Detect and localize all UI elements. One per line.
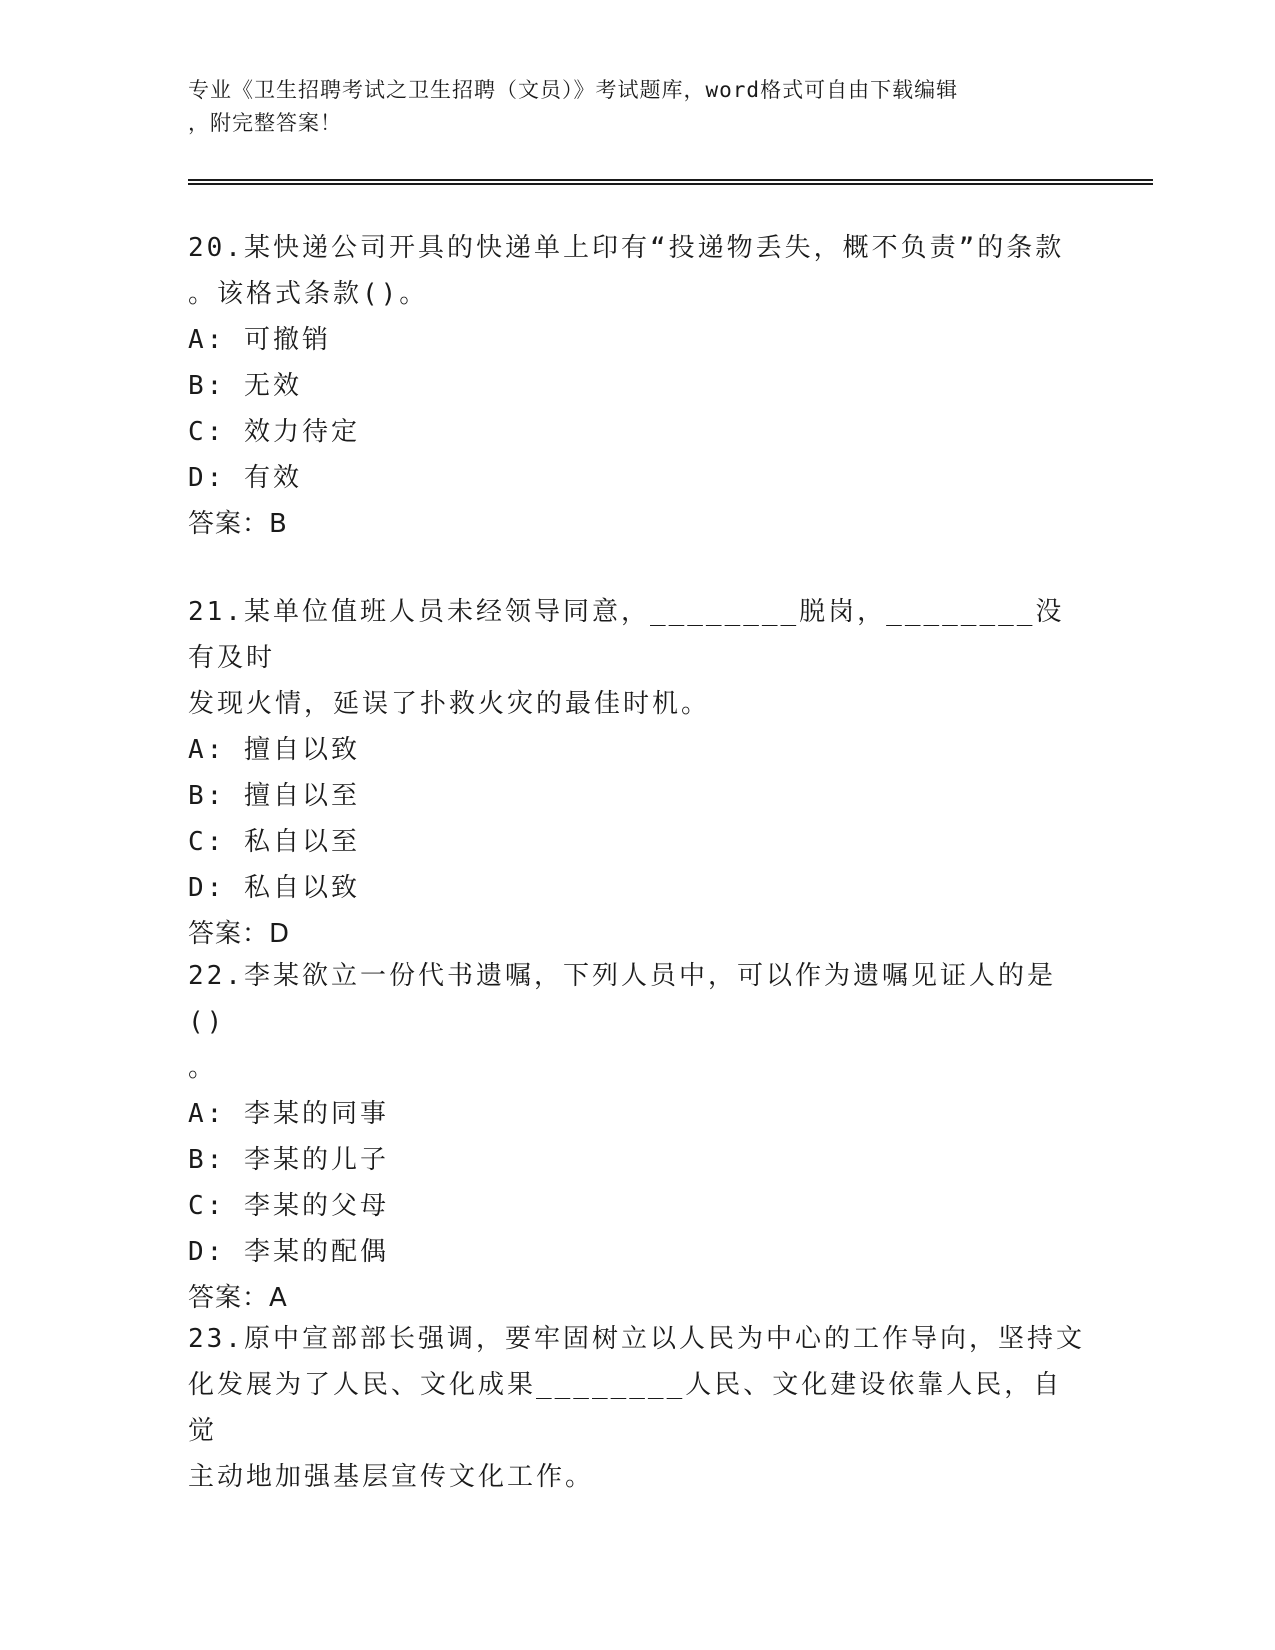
question-20 bbox=[188, 225, 1088, 547]
question-stem-line: 21.某单位值班人员未经领导同意，________脱岗，________没有及时 bbox=[188, 597, 1065, 673]
question-stem bbox=[188, 953, 1088, 1091]
question-stem-line: 主动地加强基层宣传文化工作。 bbox=[188, 1462, 595, 1492]
question-stem-line: 化发展为了人民、文化成果________人民、文化建设依靠人民，自觉 bbox=[188, 1370, 1063, 1446]
option-d: D: 私自以致 bbox=[188, 873, 360, 903]
option-c: C: 李某的父母 bbox=[188, 1191, 389, 1221]
question-stem-line: 23.原中宣部部长强调，要牢固树立以人民为中心的工作导向，坚持文 bbox=[188, 1324, 1085, 1354]
option-b: B: 无效 bbox=[188, 371, 302, 401]
option-d: D: 有效 bbox=[188, 463, 302, 493]
question-stem bbox=[188, 225, 1088, 317]
question-stem-line: 22.李某欲立一份代书遗嘱，下列人员中，可以作为遗嘱见证人的是() bbox=[188, 961, 1056, 1037]
document-header bbox=[188, 74, 1088, 140]
option-d: D: 李某的配偶 bbox=[188, 1237, 389, 1267]
question-stem bbox=[188, 589, 1088, 727]
question-21 bbox=[188, 589, 1088, 957]
option-a: A: 擅自以致 bbox=[188, 735, 360, 765]
header-line-1: 专业《卫生招聘考试之卫生招聘（文员）》考试题库，word格式可自由下载编辑 bbox=[188, 78, 959, 102]
question-stem-line: 发现火情，延误了扑救火灾的最佳时机。 bbox=[188, 689, 711, 719]
question-stem-line: 。 bbox=[188, 1053, 218, 1083]
option-b: B: 李某的儿子 bbox=[188, 1145, 389, 1175]
question-stem-line: 。该格式条款()。 bbox=[188, 279, 429, 309]
option-b: B: 擅自以至 bbox=[188, 781, 360, 811]
header-line-2: ，附完整答案！ bbox=[188, 111, 342, 135]
option-a: A: 李某的同事 bbox=[188, 1099, 389, 1129]
option-c: C: 效力待定 bbox=[188, 417, 360, 447]
question-stem bbox=[188, 1316, 1088, 1500]
question-stem-line: 20.某快递公司开具的快递单上印有“投递物丢失，概不负责”的条款 bbox=[188, 233, 1065, 263]
question-23 bbox=[188, 1316, 1088, 1500]
answer-label: 答案：B bbox=[188, 509, 288, 539]
header-divider bbox=[188, 179, 1153, 185]
option-a: A: 可撤销 bbox=[188, 325, 331, 355]
option-c: C: 私自以至 bbox=[188, 827, 360, 857]
answer-label: 答案：D bbox=[188, 919, 291, 949]
question-22 bbox=[188, 953, 1088, 1321]
answer-label: 答案：A bbox=[188, 1283, 288, 1313]
